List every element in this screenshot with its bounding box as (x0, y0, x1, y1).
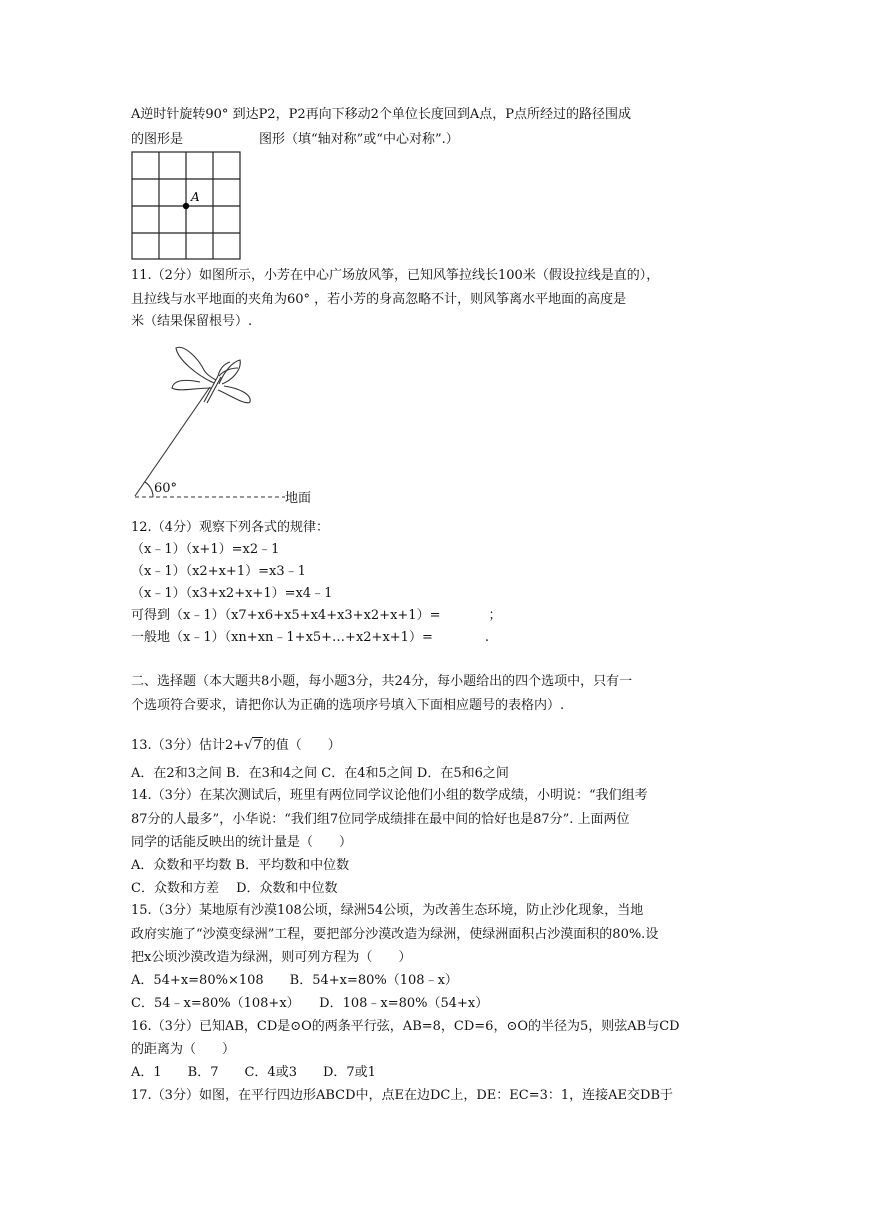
q11-line-1: 11.（2分）如图所示，小芳在中心广场放风筝，已知风筝拉线长100米（假设拉线是直的）， (131, 268, 660, 283)
q12-ask-1-text: 可得到（x﹣1）（x7+x6+x5+x4+x3+x2+x+1）= (131, 608, 441, 623)
q12-eq-2: （x﹣1）（x2+x+1）=x3﹣1 (131, 564, 306, 579)
q15-options-2: C．54﹣x=80%（108+x） D．108﹣x=80%（54+x） (131, 996, 489, 1011)
section-2-line-2: 个选项符合要求，请把你认为正确的选项序号填入下面相应题号的表格内）. (131, 698, 565, 713)
q15-line-3: 把x公顷沙漠改造为绿洲，则可列方程为（ ） (131, 950, 412, 965)
q11-line-3: 米（结果保留根号）. (131, 314, 253, 329)
section-2-line-1: 二、选择题（本大题共8小题，每小题3分，共24分，每小题给出的四个选项中，只有一 (131, 674, 633, 689)
q10-line-2 (131, 131, 459, 149)
q12-eq-3: （x﹣1）（x3+x2+x+1）=x4﹣1 (131, 586, 333, 601)
butterfly-kite-icon (172, 347, 250, 403)
q14-options-1: A．众数和平均数 B．平均数和中位数 (131, 858, 350, 873)
q17-line-1: 17.（3分）如图，在平行四边形ABCD中，点E在边DC上，DE：EC=3：1，连接AE交DB于 (131, 1088, 673, 1103)
q14-line-3: 同学的话能反映出的统计量是（ ） (131, 835, 353, 850)
angle-arc (145, 482, 153, 497)
q16-options: A．1 B．7 C．4或3 D．7或1 (131, 1065, 376, 1080)
q14-line-1: 14.（3分）在某次测试后，班里有两位同学议论他们小组的数学成绩，小明说：“我们组考 (131, 788, 648, 803)
q13-stem-end: 的值（ ） (262, 738, 341, 753)
q14-line-2: 87分的人最多”，小华说：“我们组7位同学成绩排在最中间的恰好也是87分”. 上面两位 (131, 812, 630, 827)
q12-ask-1-end: ； (488, 608, 502, 623)
grid-figure (131, 151, 243, 261)
q10-line-2-end: 图形（填“轴对称”或“中心对称”.） (259, 132, 459, 147)
q14-options-2: C．众数和方差 D．众数和中位数 (131, 881, 338, 896)
q15-line-1: 15.（3分）某地原有沙漠108公顷，绿洲54公顷，为改善生态环境，防止沙化现象，当地 (131, 903, 644, 918)
q10-line-2-start: 的图形是 (131, 132, 184, 147)
radicand: 7 (253, 738, 262, 753)
angle-label: 60° (154, 481, 178, 496)
q16-line-2: 的距离为（ ） (131, 1042, 236, 1057)
q12-intro: 12.（4分）观察下列各式的规律： (131, 520, 329, 535)
q10-line-1: A逆时针旋转90° 到达P2，P2再向下移动2个单位长度回到A点，P点所经过的路径围成 (131, 107, 632, 122)
q12-ask-2 (131, 629, 489, 647)
q15-options-1: A．54+x=80%×108 B．54+x=80%（108﹣x） (131, 973, 458, 988)
q13-stem-start: 13.（3分）估计2+ (131, 738, 245, 753)
q16-line-1: 16.（3分）已知AB，CD是⊙O的两条平行弦，AB=8，CD=6，⊙O的半径为5，则弦AB与CD (131, 1019, 680, 1034)
q11-line-2: 且拉线与水平地面的夹角为60° ，若小芳的身高忽略不计，则风筝离水平地面的高度是 (131, 292, 627, 307)
q12-ask-1 (131, 607, 501, 625)
q13-options: A．在2和3之间 B．在3和4之间 C．在4和5之间 D．在5和6之间 (131, 766, 509, 781)
q12-ask-2-text: 一般地（x﹣1）（xn+xn﹣1+x5+…+x2+x+1）= (131, 630, 433, 645)
point-a (183, 203, 189, 209)
q12-ask-2-end: . (484, 630, 489, 645)
point-a-label: A (191, 190, 200, 204)
q15-line-2: 政府实施了“沙漠变绿洲”工程，要把部分沙漠改造为绿洲，使绿洲面积占沙漠面积的80%.设 (131, 927, 659, 942)
sqrt-symbol: √7 (244, 738, 262, 753)
kite-figure (128, 340, 328, 508)
ground-label: 地面 (285, 491, 312, 506)
q13-stem (131, 737, 341, 755)
kite-string (135, 387, 210, 496)
q12-eq-1: （x﹣1）（x+1）=x2﹣1 (131, 542, 280, 557)
